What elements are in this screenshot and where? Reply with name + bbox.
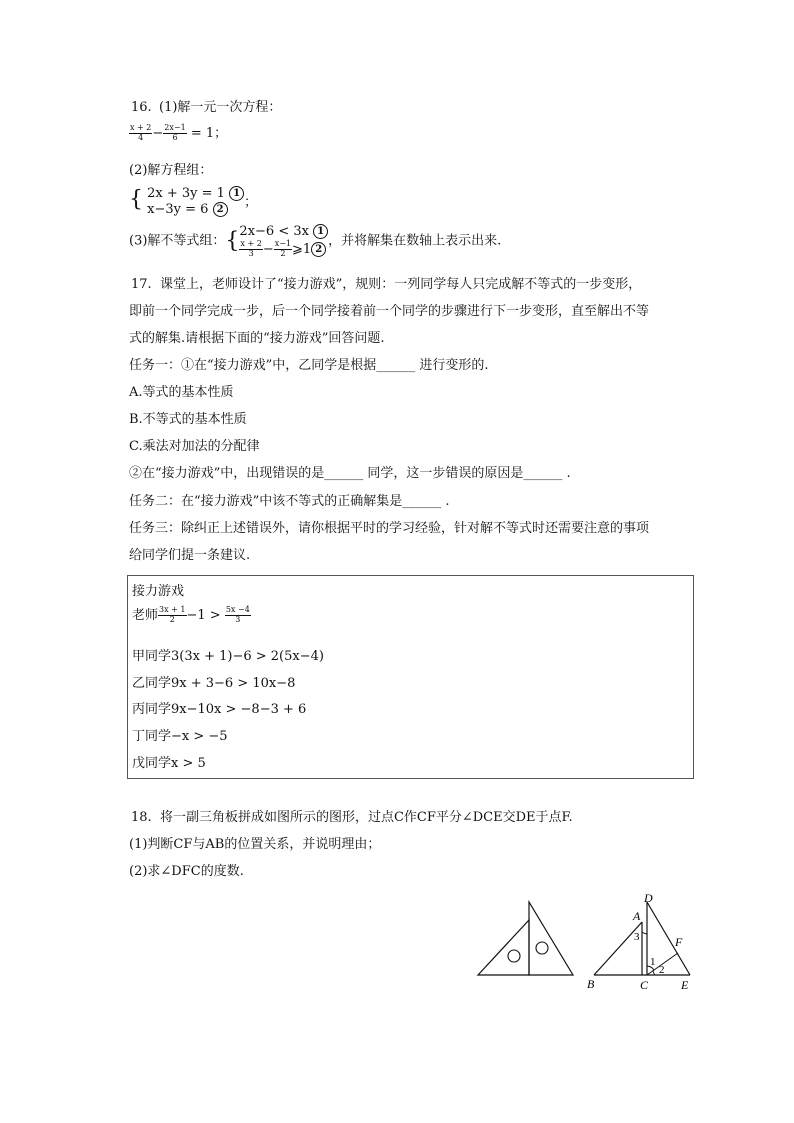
- q17-option-a: A.等式的基本性质: [129, 385, 234, 400]
- fraction: $\frac{5x -4}{3}$: [225, 605, 250, 624]
- label-d: D: [644, 891, 653, 905]
- relay-row: 戊同学x > 5: [132, 756, 206, 771]
- set-squares-figure-left: [470, 900, 580, 982]
- q17-task1b: ②在“接力游戏”中，出现错误的是______ 同学，这一步错误的原因是______ .: [129, 466, 571, 481]
- angle-2-label: 2: [659, 964, 665, 976]
- label-f: F: [675, 935, 683, 949]
- label-c: C: [640, 978, 649, 992]
- q16-part3: (3)解不等式组：{ 2x−6 < 3x 1 $\frac{x + 2}{3}$ − $\frac{x-1}{2}$ ⩾1 2 ，并将解集在数轴上表示出来.: [129, 224, 502, 259]
- label-b: B: [587, 977, 595, 991]
- q16-system-2: { 2x + 3y = 1 1 x−3y = 6 2 ；: [129, 186, 258, 218]
- relay-row: 乙同学9x + 3−6 > 10x−8: [132, 676, 296, 691]
- fraction: $\frac{x-1}{2}$: [274, 239, 292, 259]
- left-brace: {: [225, 228, 240, 254]
- q17-intro-line2: 即前一个同学完成一步，后一个同学接着前一个同学的步骤进行下一步变形，直至解出不等: [129, 304, 650, 319]
- fraction: $\frac{x + 2}{4}$: [130, 123, 152, 142]
- q16-equation-1: $\frac{x + 2}{4}$ − $\frac{2x-1}{6}$ = 1；: [130, 123, 228, 142]
- q16-part2-label: (2)解方程组：: [129, 163, 213, 178]
- fraction: $\frac{x + 2}{3}$: [240, 239, 262, 259]
- label-e: E: [681, 978, 689, 992]
- q17-option-c: C.乘法对加法的分配律: [129, 439, 260, 454]
- q17-intro-line3: 式的解集.请根据下面的“接力游戏”回答问题.: [129, 331, 385, 346]
- relay-row: 丁同学−x > −5: [132, 729, 228, 744]
- q16-part1-label: (1)解一元一次方程：: [159, 100, 282, 115]
- q17-task3: 任务三：除纠正上述错误外，请你根据平时的学习经验，针对解不等式时还需要注意的事项: [129, 521, 650, 536]
- q18-part1: (1)判断CF与AB的位置关系，并说明理由；: [129, 837, 381, 852]
- circled-two-icon: 2: [311, 242, 326, 257]
- circled-one-icon: 1: [313, 224, 328, 239]
- q17-task2: 任务二：在“接力游戏”中该不等式的正确解集是______ .: [129, 494, 450, 509]
- relay-game-box: [127, 575, 694, 779]
- relay-row: 甲同学3(3x + 1)−6 > 2(5x−4): [132, 649, 324, 664]
- q18-part2: (2)求∠DFC的度数.: [129, 864, 244, 879]
- circled-two-icon: 2: [213, 202, 228, 217]
- left-brace: {: [129, 186, 143, 212]
- q17-task3-line2: 给同学们提一条建议.: [129, 548, 251, 563]
- q18-stem: 18. 将一副三角板拼成如图所示的图形，过点C作CF平分∠DCE交DE于点F.: [131, 810, 573, 825]
- q17-intro: 17. 课堂上，老师设计了“接力游戏”，规则：一列同学每人只完成解不等式的一步变形，: [131, 277, 642, 292]
- angle-3-label: 3: [634, 931, 640, 943]
- q17-task1: 任务一：①在“接力游戏”中，乙同学是根据______ 进行变形的.: [129, 358, 489, 373]
- circled-one-icon: 1: [229, 186, 244, 201]
- label-a: A: [633, 909, 641, 923]
- relay-row: 丙同学9x−10x > −8−3 + 6: [132, 702, 307, 717]
- q16-number: 16.: [131, 100, 152, 115]
- fraction: $\frac{2x-1}{6}$: [164, 123, 186, 142]
- fraction: $\frac{3x + 1}{2}$: [159, 605, 186, 624]
- geometry-figure-right: [584, 890, 704, 995]
- relay-title: 接力游戏: [132, 584, 185, 599]
- relay-teacher-row: 老师 $\frac{3x + 1}{2}$ −1 > $\frac{5x -4}{3}$: [132, 605, 250, 624]
- angle-1-label: 1: [650, 956, 656, 968]
- q17-option-b: B.不等式的基本性质: [129, 412, 247, 427]
